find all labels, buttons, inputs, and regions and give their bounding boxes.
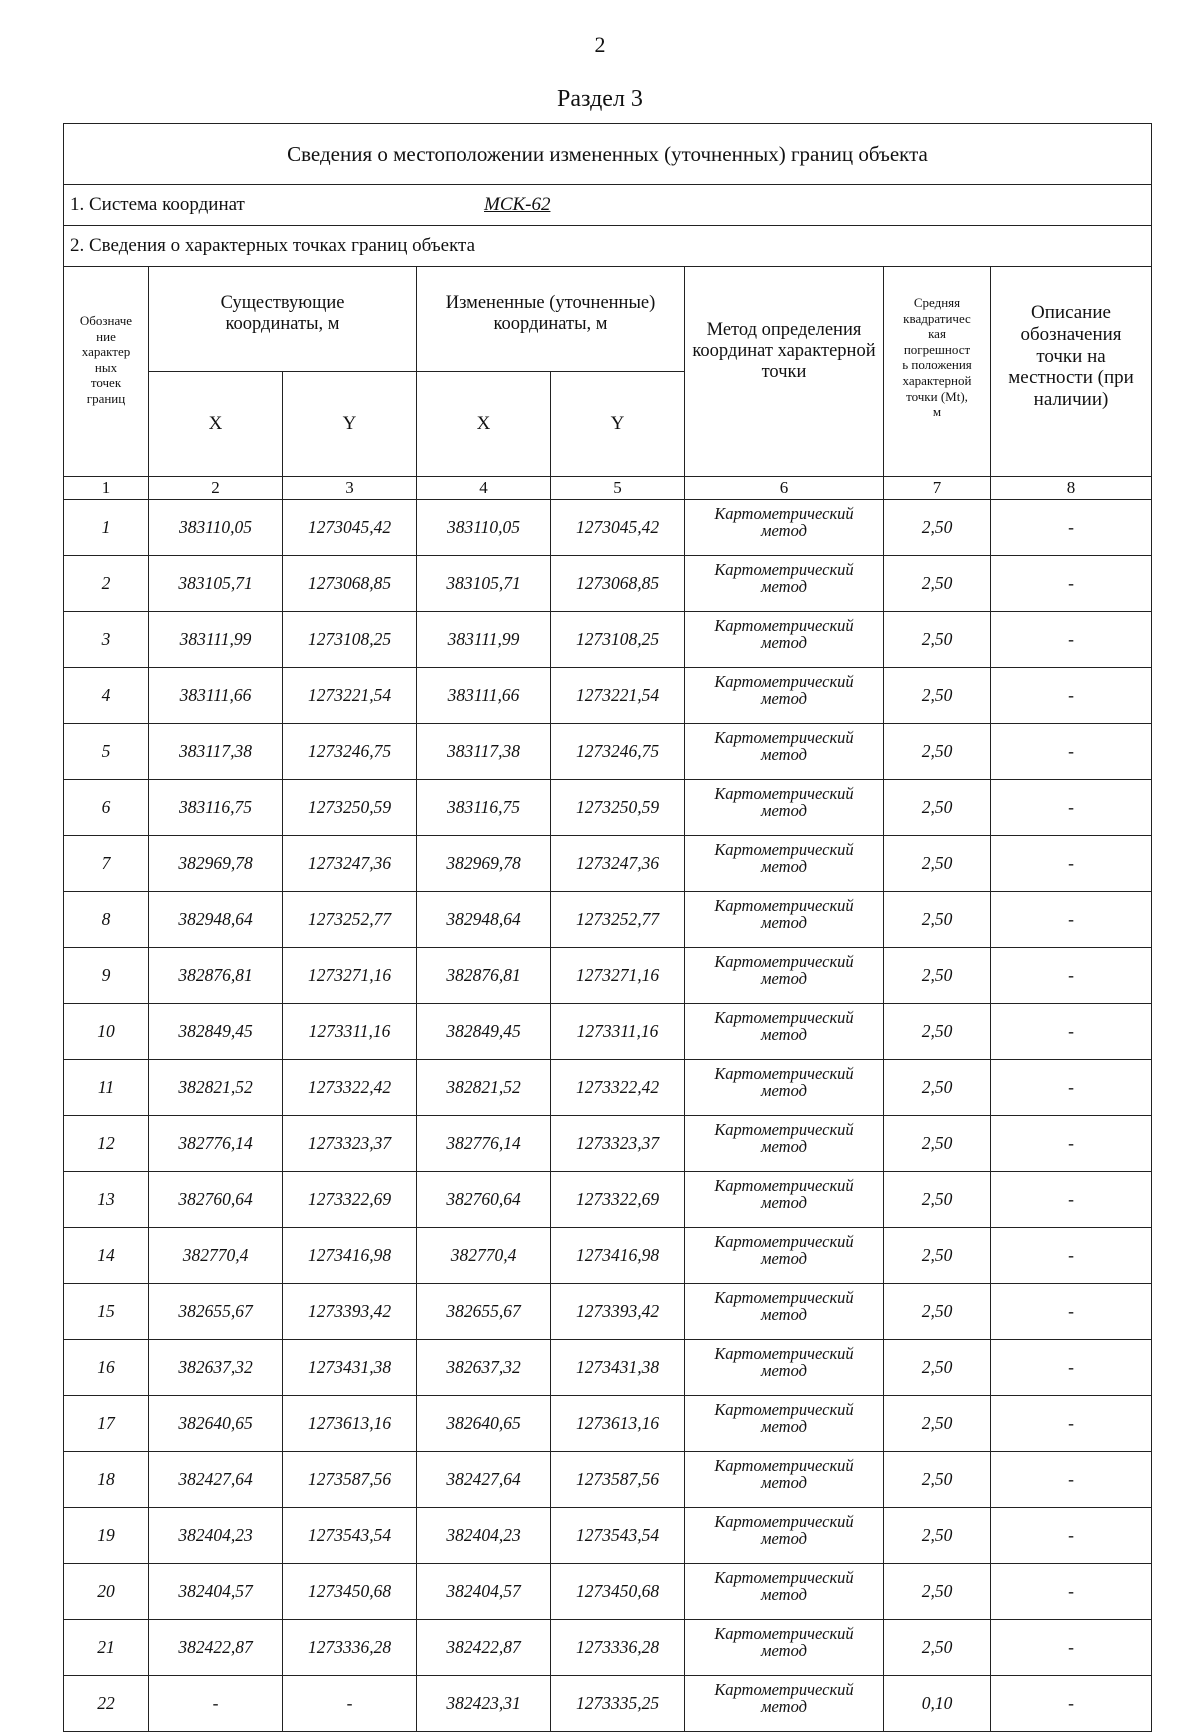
header-error-line: м: [932, 404, 942, 420]
existing-x: 382849,45: [149, 1004, 283, 1060]
method: [685, 1676, 884, 1732]
coord-system-label: 1. Система координат: [70, 194, 245, 215]
table-row: [64, 1004, 1152, 1060]
point-number: 22: [64, 1676, 149, 1732]
method-line: метод: [761, 1137, 807, 1157]
existing-y: 1273250,59: [283, 780, 417, 836]
mt-error: 2,50: [884, 1116, 991, 1172]
header-changed-coords: [417, 267, 685, 372]
method-line: метод: [761, 577, 807, 597]
mt-error: 2,50: [884, 1340, 991, 1396]
table-row: [64, 1564, 1152, 1620]
changed-y: 1273543,54: [551, 1508, 685, 1564]
method-line: Картометрический: [714, 672, 854, 691]
point-description: -: [991, 1060, 1152, 1116]
header-changed-x: X: [417, 372, 551, 477]
existing-x: 382876,81: [149, 948, 283, 1004]
table-row: [64, 1060, 1152, 1116]
changed-x: 382760,64: [417, 1172, 551, 1228]
changed-x: 382655,67: [417, 1284, 551, 1340]
column-number: 7: [884, 477, 991, 500]
method-line: Картометрический: [714, 728, 854, 747]
method-line: Картометрический: [714, 1624, 854, 1643]
point-description: -: [991, 780, 1152, 836]
existing-x: 382404,57: [149, 1564, 283, 1620]
point-description: -: [991, 1620, 1152, 1676]
point-number: 20: [64, 1564, 149, 1620]
header-existing-x: X: [149, 372, 283, 477]
changed-x: 382422,87: [417, 1620, 551, 1676]
existing-y: 1273247,36: [283, 836, 417, 892]
table-row: [64, 1116, 1152, 1172]
point-description: -: [991, 1396, 1152, 1452]
mt-error: 2,50: [884, 668, 991, 724]
method: [685, 836, 884, 892]
method-line: метод: [761, 1417, 807, 1437]
method: [685, 1340, 884, 1396]
existing-x: 383111,99: [149, 612, 283, 668]
existing-x: 383111,66: [149, 668, 283, 724]
method-line: Картометрический: [714, 784, 854, 803]
method: [685, 668, 884, 724]
method-line: Картометрический: [714, 1064, 854, 1083]
table-row: [64, 1508, 1152, 1564]
changed-y: 1273323,37: [551, 1116, 685, 1172]
mt-error: 2,50: [884, 1620, 991, 1676]
method-line: метод: [761, 1585, 807, 1605]
header-designation-line: ние: [96, 328, 116, 344]
method-line: метод: [761, 857, 807, 877]
mt-error: 2,50: [884, 1396, 991, 1452]
existing-x: 382776,14: [149, 1116, 283, 1172]
existing-y: 1273221,54: [283, 668, 417, 724]
existing-y: 1273246,75: [283, 724, 417, 780]
point-number: 15: [64, 1284, 149, 1340]
mt-error: 2,50: [884, 1452, 991, 1508]
header-error-line: кая: [928, 326, 946, 342]
changed-x: 383117,38: [417, 724, 551, 780]
column-number: 6: [685, 477, 884, 500]
header-designation-line: ных: [94, 359, 118, 375]
column-number-row: [64, 477, 1152, 500]
table-row: [64, 1172, 1152, 1228]
point-description: -: [991, 500, 1152, 556]
method: [685, 1060, 884, 1116]
method-line: Картометрический: [714, 1512, 854, 1531]
method: [685, 556, 884, 612]
method-line: метод: [761, 1641, 807, 1661]
existing-x: 382969,78: [149, 836, 283, 892]
method-line: Картометрический: [714, 616, 854, 635]
method-line: Картометрический: [714, 840, 854, 859]
point-number: 4: [64, 668, 149, 724]
changed-x: 383116,75: [417, 780, 551, 836]
mt-error: 2,50: [884, 556, 991, 612]
existing-y: 1273543,54: [283, 1508, 417, 1564]
method-line: метод: [761, 1193, 807, 1213]
point-number: 3: [64, 612, 149, 668]
changed-x: 382427,64: [417, 1452, 551, 1508]
header-designation-line: Обозначе: [79, 313, 133, 328]
table-row: [64, 1396, 1152, 1452]
method-line: Картометрический: [714, 1680, 854, 1699]
table-row: [64, 1452, 1152, 1508]
table-row: [64, 1284, 1152, 1340]
point-number: 17: [64, 1396, 149, 1452]
method-line: метод: [761, 801, 807, 821]
existing-y: 1273336,28: [283, 1620, 417, 1676]
method-line: метод: [761, 1361, 807, 1381]
header-designation-line: границ: [86, 390, 126, 406]
point-number: 5: [64, 724, 149, 780]
existing-x: -: [149, 1676, 283, 1732]
header-changed-y: Y: [551, 372, 685, 477]
header-error-line: погрешност: [903, 341, 971, 357]
changed-y: 1273252,77: [551, 892, 685, 948]
existing-y: 1273322,69: [283, 1172, 417, 1228]
method-line: Картометрический: [714, 1232, 854, 1251]
method-line: Картометрический: [714, 1400, 854, 1419]
changed-y: 1273108,25: [551, 612, 685, 668]
point-number: 1: [64, 500, 149, 556]
point-description: -: [991, 668, 1152, 724]
method: [685, 948, 884, 1004]
changed-x: 382770,4: [417, 1228, 551, 1284]
existing-y: 1273587,56: [283, 1452, 417, 1508]
point-description: -: [991, 836, 1152, 892]
existing-y: 1273323,37: [283, 1116, 417, 1172]
method-line: метод: [761, 1305, 807, 1325]
point-number: 13: [64, 1172, 149, 1228]
point-description: -: [991, 892, 1152, 948]
method-line: метод: [761, 1473, 807, 1493]
point-number: 9: [64, 948, 149, 1004]
changed-y: 1273336,28: [551, 1620, 685, 1676]
method: [685, 1172, 884, 1228]
table-row: [64, 1228, 1152, 1284]
point-description: -: [991, 1508, 1152, 1564]
existing-x: 382422,87: [149, 1620, 283, 1676]
existing-x: 382637,32: [149, 1340, 283, 1396]
method: [685, 1284, 884, 1340]
header-existing-text: Существующие координаты, м: [220, 293, 345, 335]
method: [685, 1508, 884, 1564]
method-line: Картометрический: [714, 896, 854, 915]
header-error-line: квадратичес: [903, 310, 971, 326]
existing-x: 383110,05: [149, 500, 283, 556]
method-line: метод: [761, 969, 807, 989]
point-number: 18: [64, 1452, 149, 1508]
header-existing-y: Y: [283, 372, 417, 477]
column-number: 5: [551, 477, 685, 500]
header-designation: [64, 267, 149, 477]
changed-x: 383111,66: [417, 668, 551, 724]
point-description: -: [991, 1004, 1152, 1060]
coord-system-row: [64, 185, 1152, 226]
method: [685, 892, 884, 948]
changed-y: 1273450,68: [551, 1564, 685, 1620]
point-description: -: [991, 1116, 1152, 1172]
method-line: метод: [761, 633, 807, 653]
header-designation-line: характер: [81, 344, 131, 360]
table-title: Сведения о местоположении измененных (уточненных) границ объекта: [64, 124, 1152, 185]
table-row: [64, 1340, 1152, 1396]
mt-error: 2,50: [884, 1284, 991, 1340]
existing-x: 382821,52: [149, 1060, 283, 1116]
table-row: [64, 948, 1152, 1004]
mt-error: 2,50: [884, 892, 991, 948]
method-line: метод: [761, 521, 807, 541]
column-number: 2: [149, 477, 283, 500]
method-line: Картометрический: [714, 504, 854, 523]
changed-x: 383105,71: [417, 556, 551, 612]
method: [685, 1228, 884, 1284]
header-error-line: точки (Mt),: [906, 388, 968, 404]
table-row: [64, 1620, 1152, 1676]
mt-error: 2,50: [884, 612, 991, 668]
existing-x: 382770,4: [149, 1228, 283, 1284]
changed-y: 1273311,16: [551, 1004, 685, 1060]
mt-error: 2,50: [884, 948, 991, 1004]
changed-x: 382849,45: [417, 1004, 551, 1060]
changed-x: 383111,99: [417, 612, 551, 668]
table-row: [64, 500, 1152, 556]
existing-x: 382948,64: [149, 892, 283, 948]
header-existing-coords: [149, 267, 417, 372]
point-number: 19: [64, 1508, 149, 1564]
method: [685, 1452, 884, 1508]
method-line: метод: [761, 1697, 807, 1717]
header-changed-text: Измененные (уточненные) координаты, м: [445, 293, 656, 335]
changed-x: 382404,23: [417, 1508, 551, 1564]
existing-y: 1273450,68: [283, 1564, 417, 1620]
method-line: метод: [761, 913, 807, 933]
existing-y: 1273613,16: [283, 1396, 417, 1452]
changed-y: 1273322,69: [551, 1172, 685, 1228]
existing-y: 1273393,42: [283, 1284, 417, 1340]
point-description: -: [991, 556, 1152, 612]
table-row: [64, 668, 1152, 724]
boundary-points-table: [63, 123, 1152, 1732]
method-line: Картометрический: [714, 560, 854, 579]
mt-error: 2,50: [884, 1060, 991, 1116]
point-number: 12: [64, 1116, 149, 1172]
mt-error: 2,50: [884, 780, 991, 836]
table-row: [64, 892, 1152, 948]
mt-error: 2,50: [884, 1172, 991, 1228]
mt-error: 2,50: [884, 1004, 991, 1060]
existing-y: 1273068,85: [283, 556, 417, 612]
changed-x: 382821,52: [417, 1060, 551, 1116]
point-number: 11: [64, 1060, 149, 1116]
mt-error: 2,50: [884, 724, 991, 780]
point-description: -: [991, 1340, 1152, 1396]
point-number: 7: [64, 836, 149, 892]
existing-x: 383105,71: [149, 556, 283, 612]
existing-x: 382404,23: [149, 1508, 283, 1564]
header-error-line: Средняя: [913, 295, 961, 310]
method-line: метод: [761, 689, 807, 709]
changed-x: 382423,31: [417, 1676, 551, 1732]
points-section-label: 2. Сведения о характерных точках границ объекта: [64, 226, 1152, 267]
point-description: -: [991, 1284, 1152, 1340]
column-number: 4: [417, 477, 551, 500]
mt-error: 2,50: [884, 836, 991, 892]
method-line: метод: [761, 1081, 807, 1101]
point-number: 21: [64, 1620, 149, 1676]
column-number: 3: [283, 477, 417, 500]
header-description: [991, 267, 1152, 477]
method: [685, 1564, 884, 1620]
point-description: -: [991, 948, 1152, 1004]
method: [685, 612, 884, 668]
table-row: [64, 612, 1152, 668]
table-row: [64, 1676, 1152, 1732]
changed-y: 1273416,98: [551, 1228, 685, 1284]
existing-y: 1273322,42: [283, 1060, 417, 1116]
changed-y: 1273247,36: [551, 836, 685, 892]
table-row: [64, 780, 1152, 836]
changed-x: 382948,64: [417, 892, 551, 948]
method-line: Картометрический: [714, 1344, 854, 1363]
existing-x: 383117,38: [149, 724, 283, 780]
changed-x: 383110,05: [417, 500, 551, 556]
page-number: 2: [594, 32, 606, 57]
changed-y: 1273246,75: [551, 724, 685, 780]
mt-error: 0,10: [884, 1676, 991, 1732]
method-line: метод: [761, 1025, 807, 1045]
method-line: метод: [761, 745, 807, 765]
changed-y: 1273250,59: [551, 780, 685, 836]
existing-y: 1273416,98: [283, 1228, 417, 1284]
table-row: [64, 836, 1152, 892]
changed-x: 382776,14: [417, 1116, 551, 1172]
point-description: -: [991, 1172, 1152, 1228]
method-line: Картометрический: [714, 1120, 854, 1139]
point-number: 8: [64, 892, 149, 948]
method-line: Картометрический: [714, 952, 854, 971]
existing-y: 1273271,16: [283, 948, 417, 1004]
point-description: -: [991, 1676, 1152, 1732]
mt-error: 2,50: [884, 500, 991, 556]
mt-error: 2,50: [884, 1508, 991, 1564]
header-mt-error: [884, 267, 991, 477]
existing-x: 382640,65: [149, 1396, 283, 1452]
existing-y: 1273045,42: [283, 500, 417, 556]
method: [685, 780, 884, 836]
section-title: Раздел 3: [557, 86, 643, 112]
method-line: Картометрический: [714, 1176, 854, 1195]
changed-y: 1273587,56: [551, 1452, 685, 1508]
method-line: Картометрический: [714, 1456, 854, 1475]
method: [685, 1396, 884, 1452]
method: [685, 1620, 884, 1676]
changed-y: 1273431,38: [551, 1340, 685, 1396]
table-row: [64, 724, 1152, 780]
point-description: -: [991, 724, 1152, 780]
table-row: [64, 556, 1152, 612]
existing-x: 382655,67: [149, 1284, 283, 1340]
changed-x: 382969,78: [417, 836, 551, 892]
changed-y: 1273068,85: [551, 556, 685, 612]
existing-y: 1273311,16: [283, 1004, 417, 1060]
point-description: -: [991, 612, 1152, 668]
method: [685, 1004, 884, 1060]
header-method-text: Метод определения координат характерной точки: [692, 319, 876, 383]
method-line: Картометрический: [714, 1568, 854, 1587]
method-line: Картометрический: [714, 1008, 854, 1027]
point-number: 16: [64, 1340, 149, 1396]
changed-y: 1273045,42: [551, 500, 685, 556]
existing-x: 382760,64: [149, 1172, 283, 1228]
changed-y: 1273322,42: [551, 1060, 685, 1116]
method: [685, 724, 884, 780]
header-error-line: характерной: [902, 372, 972, 388]
column-number: 8: [991, 477, 1152, 500]
point-number: 14: [64, 1228, 149, 1284]
point-description: -: [991, 1564, 1152, 1620]
method: [685, 1116, 884, 1172]
header-error-line: ь положения: [902, 357, 972, 373]
coord-system-value: МСК-62: [484, 194, 551, 215]
mt-error: 2,50: [884, 1564, 991, 1620]
method-line: метод: [761, 1529, 807, 1549]
existing-x: 383116,75: [149, 780, 283, 836]
changed-y: 1273271,16: [551, 948, 685, 1004]
point-description: -: [991, 1452, 1152, 1508]
point-number: 2: [64, 556, 149, 612]
method-line: Картометрический: [714, 1288, 854, 1307]
changed-x: 382404,57: [417, 1564, 551, 1620]
changed-x: 382640,65: [417, 1396, 551, 1452]
changed-y: 1273335,25: [551, 1676, 685, 1732]
header-designation-line: точек: [90, 375, 122, 391]
point-description: -: [991, 1228, 1152, 1284]
changed-x: 382876,81: [417, 948, 551, 1004]
header-method: [685, 267, 884, 477]
changed-y: 1273393,42: [551, 1284, 685, 1340]
changed-y: 1273221,54: [551, 668, 685, 724]
existing-x: 382427,64: [149, 1452, 283, 1508]
method-line: метод: [761, 1249, 807, 1269]
header-description-text: Описание обозначения точки на местности (при наличии): [1008, 301, 1134, 411]
existing-y: 1273431,38: [283, 1340, 417, 1396]
changed-x: 382637,32: [417, 1340, 551, 1396]
existing-y: -: [283, 1676, 417, 1732]
point-number: 6: [64, 780, 149, 836]
method: [685, 500, 884, 556]
changed-y: 1273613,16: [551, 1396, 685, 1452]
column-number: 1: [64, 477, 149, 500]
mt-error: 2,50: [884, 1228, 991, 1284]
existing-y: 1273108,25: [283, 612, 417, 668]
existing-y: 1273252,77: [283, 892, 417, 948]
point-number: 10: [64, 1004, 149, 1060]
